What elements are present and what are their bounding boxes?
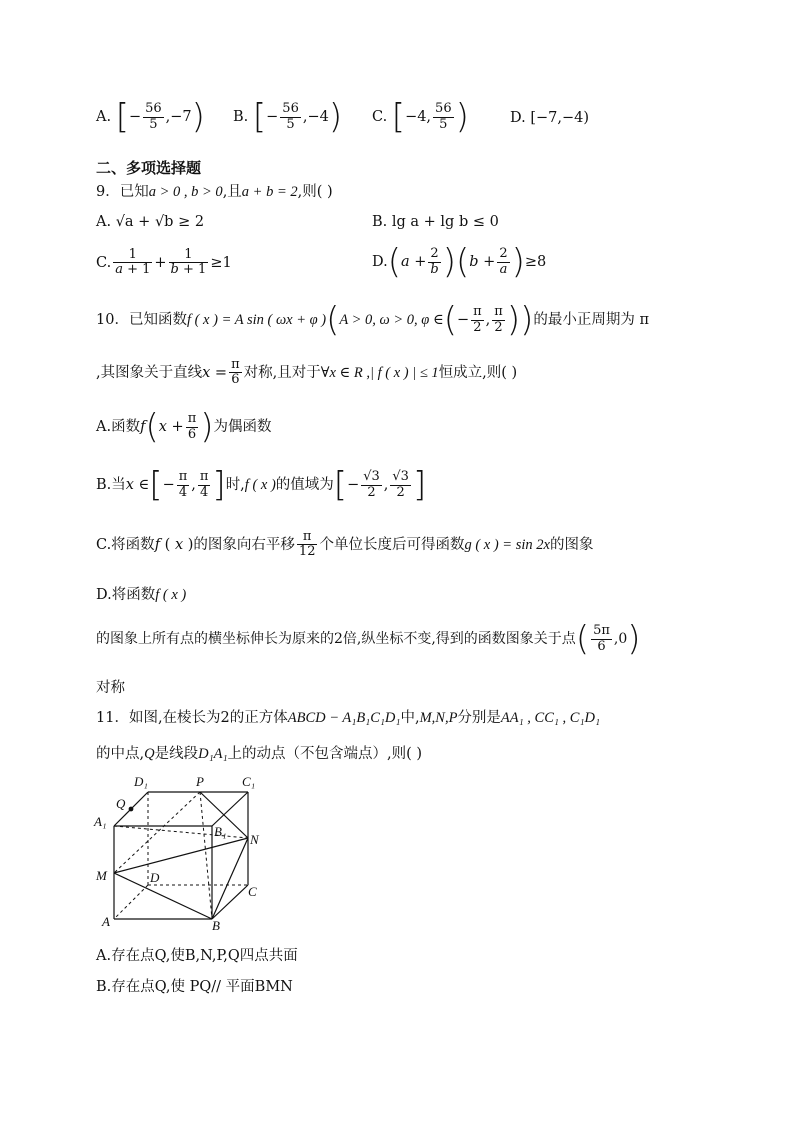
q9-stem: 9．已知a > 0 , b > 0,且a + b = 2,则( ) bbox=[96, 184, 333, 200]
q9-option-c: C. $\frac{1}{a + 1}$ + $\frac{1}{b + 1}$ ≥1 bbox=[96, 247, 232, 278]
label-Q: Q bbox=[116, 796, 126, 811]
q9-option-d: D.(a + $\frac{2}{b}$ )(b + $\frac{2}{a}$ )≥8 bbox=[372, 242, 547, 282]
q8-option-b: B. [− $\frac{56}{5}$ ,−4) bbox=[233, 97, 343, 137]
q11-option-a: A.存在点Q,使B,N,P,Q四点共面 bbox=[96, 948, 298, 964]
label-D1: D₁ bbox=[134, 774, 148, 789]
label-C1: C₁ bbox=[242, 774, 256, 789]
cube-figure bbox=[90, 770, 270, 940]
label-P: P bbox=[196, 774, 204, 789]
q8-option-c: C. [−4, $\frac{56}{5}$ ) bbox=[372, 97, 469, 137]
q10-option-b: B.当x ∈[− $\frac{\pi}{4}$ , $\frac{\pi}{4}$ ]时,f ( x )的值域为[− $\frac{√3}{2}$ , $\frac{√3}{2}$ ] bbox=[96, 465, 427, 505]
q9-option-b: B. lg a + lg b ≤ 0 bbox=[372, 214, 499, 230]
q10-option-d: D.将函数f ( x ) bbox=[96, 587, 187, 603]
label-B1: B₁ bbox=[214, 824, 227, 839]
q10-option-d-line2: 的图象上所有点的横坐标伸长为原来的2倍,纵坐标不变,得到的函数图象关于点( $\frac{5\pi}{6}$ ,0) bbox=[96, 619, 641, 659]
q10-option-d-line3: 对称 bbox=[96, 680, 125, 696]
label-M: M bbox=[96, 868, 107, 883]
label-N: N bbox=[250, 832, 259, 847]
section-title: 二、多项选择题 bbox=[96, 159, 202, 177]
q10-line2: ,其图象关于直线x = $\frac{\pi}{6}$ 对称,且对于∀x ∈ R ,| f ( x ) | ≤ 1恒成立,则( ) bbox=[96, 357, 518, 388]
label-D: D bbox=[150, 870, 160, 885]
q10-option-a: A.函数f(x + $\frac{\pi}{6}$ )为偶函数 bbox=[96, 407, 272, 447]
label-B: B bbox=[212, 918, 220, 933]
q11-line1: 11．如图,在棱长为2的正方体ABCD − A₁B₁C₁D₁中,M,N,P分别是AA₁ , CC₁ , C₁D₁ bbox=[96, 710, 601, 726]
q9-option-a: A. √a + √b ≥ 2 bbox=[96, 214, 205, 230]
q8-option-d: D. [−7,−4) bbox=[510, 110, 590, 126]
q11-line2: 的中点,Q是线段D₁A₁上的动点（不包含端点）,则( ) bbox=[96, 746, 423, 762]
q10-stem: 10．已知函数f ( x ) = A sin ( ωx + φ )(A > 0, ω > 0, φ ∈(− $\frac{\pi}{2}$ , $\frac{\pi}{2}$ ))的最小正周期为 π bbox=[96, 300, 649, 340]
q8-option-a: A. [− $\frac{56}{5}$ ,−7) bbox=[96, 97, 205, 137]
label-A: A bbox=[102, 914, 110, 929]
q11-option-b: B.存在点Q,使 PQ// 平面BMN bbox=[96, 979, 293, 995]
q10-option-c: C.将函数f ( x )的图象向右平移 $\frac{\pi}{12}$ 个单位长度后可得函数g ( x ) = sin 2x的图象 bbox=[96, 529, 594, 560]
label-A1: A₁ bbox=[94, 814, 107, 829]
label-C: C bbox=[248, 884, 257, 899]
